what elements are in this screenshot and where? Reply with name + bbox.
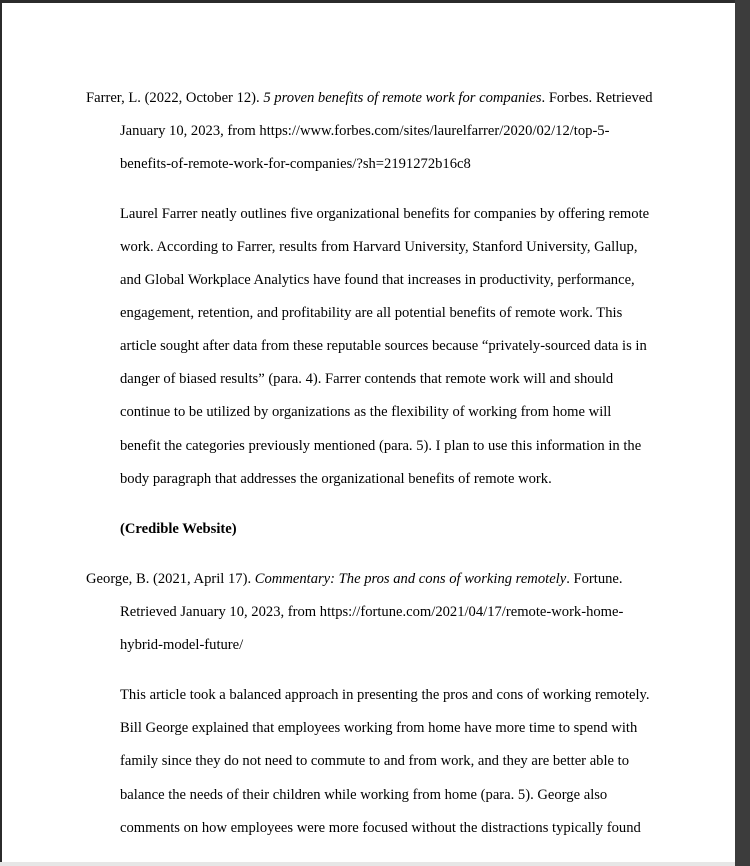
citation-1-title: 5 proven benefits of remote work for companies — [263, 90, 542, 106]
annotation-1-line: work. According to Farrer, results from Harvard University, Stanford University, Gallup, — [120, 239, 638, 255]
viewer-scroll-gutter[interactable] — [735, 0, 750, 866]
annotation-2-line: balance the needs of their children while working from home (para. 5). George also — [120, 787, 608, 803]
citation-2-title: Commentary: The pros and cons of working remotely — [254, 571, 567, 587]
annotation-1-line: danger of biased results” (para. 4). Farrer contends that remote work will and should — [120, 371, 614, 387]
annotation-2-line: family since they do not need to commute to and from work, and they are better able to — [120, 753, 629, 769]
citation-1-publisher: . Forbes. Retrieved — [541, 90, 653, 106]
citation-1-line-1 — [86, 89, 653, 107]
annotation-1-line: article sought after data from these reputable sources because “privately-sourced data is in — [120, 338, 647, 354]
annotation-1-line: body paragraph that addresses the organizational benefits of remote work. — [120, 471, 552, 487]
source-type-label — [120, 520, 237, 538]
citation-2-author-date: George, B. (2021, April 17). — [86, 571, 255, 587]
citation-1-line-3: benefits-of-remote-work-for-companies/?sh=2191272b16c8 — [120, 156, 471, 172]
annotation-2-line: comments on how employees were more focused without the distractions typically found — [120, 820, 641, 836]
annotation-2-line: This article took a balanced approach in presenting the pros and cons of working remotely. — [120, 687, 650, 703]
document-page — [2, 3, 735, 866]
citation-1-author-date: Farrer, L. (2022, October 12). — [86, 90, 264, 106]
viewer-bottom-edge — [0, 862, 735, 866]
citation-2-line-2: Retrieved January 10, 2023, from https://fortune.com/2021/04/17/remote-work-home- — [120, 604, 624, 620]
source-type-text: (Credible Website) — [120, 521, 237, 537]
citation-1-line-2: January 10, 2023, from https://www.forbes.com/sites/laurelfarrer/2020/02/12/top-5- — [120, 123, 610, 139]
annotation-1-line: and Global Workplace Analytics have found that increases in productivity, performance, — [120, 272, 635, 288]
annotation-1-line: engagement, retention, and profitability are all potential benefits of remote work. This — [120, 305, 623, 321]
annotation-1-line: Laurel Farrer neatly outlines five organizational benefits for companies by offering remote — [120, 206, 650, 222]
annotation-1-line: benefit the categories previously mentioned (para. 5). I plan to use this information in the — [120, 438, 642, 454]
citation-2-line-3: hybrid-model-future/ — [120, 637, 244, 653]
citation-2-publisher: . Fortune. — [566, 571, 623, 587]
annotation-1-line: continue to be utilized by organizations as the flexibility of working from home will — [120, 404, 612, 420]
annotation-2-line: Bill George explained that employees working from home have more time to spend with — [120, 720, 638, 736]
citation-2-line-1 — [86, 570, 623, 588]
